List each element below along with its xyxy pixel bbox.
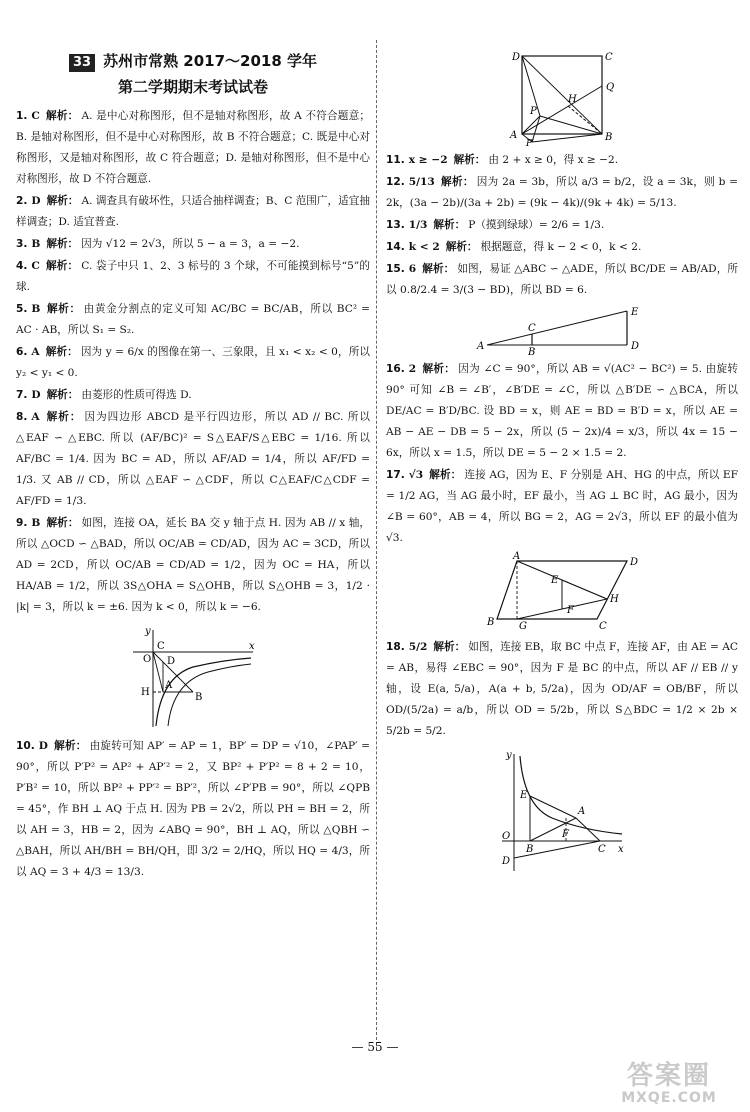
- fig9-label: A: [165, 680, 173, 691]
- answer-item: [16, 513, 370, 618]
- fig10-label: B: [605, 132, 613, 143]
- answer-item: [16, 736, 370, 883]
- fig15-label: E: [631, 307, 639, 318]
- fig18-label: E: [520, 790, 528, 801]
- fig10-label: A: [510, 130, 518, 141]
- fig15-label: C: [528, 323, 536, 334]
- item-number: 12.: [386, 176, 405, 188]
- item-number: 4.: [16, 260, 28, 272]
- fig15-label: A: [477, 341, 485, 352]
- item-number: 14.: [386, 241, 405, 253]
- figure-q17-parallelogram: [487, 553, 637, 633]
- answer-item: [16, 342, 370, 384]
- item-answer: 2: [408, 363, 417, 375]
- answer-item: [16, 256, 370, 298]
- answer-item: [386, 215, 738, 236]
- fig18-label: F: [562, 829, 569, 840]
- analysis-label: 解析：: [433, 641, 466, 653]
- item-number: 9.: [16, 517, 28, 529]
- item-text: 如图，连接 EB，取 BC 中点 F，连接 AF，由 AE = AC = AB，易得 ∠EBC = 90°，因为 F 是 BC 的中点，所以 AF // EB // y 轴，设 E(a, 5/a)，A(a + b, 5/2a)，因为 OD/AF = OB/BF，所以 OD/(5/2a) = a/b，所以 OD = 5/2b，所以 S△BDC = 1/2 × 2b × 5/2b = 5/2.: [386, 641, 739, 737]
- item-number: 7.: [16, 389, 28, 401]
- answer-item: [16, 106, 370, 190]
- title-line-2: 第二学期期末考试试卷: [117, 78, 268, 96]
- fig17-label: F: [567, 605, 574, 616]
- figure-q10-square: [502, 46, 622, 149]
- answer-item: [386, 359, 738, 464]
- item-text: 因为 √12 = 2√3，所以 5 − a = 3，a = −2.: [81, 238, 300, 250]
- fig9-label: D: [167, 656, 176, 667]
- item-answer: 5/13: [408, 176, 435, 188]
- item-number: 10.: [16, 740, 35, 752]
- answer-item: [16, 385, 370, 406]
- analysis-label: 解析：: [422, 363, 456, 375]
- item-answer: D: [31, 389, 41, 401]
- answer-item: [386, 237, 738, 258]
- analysis-label: 解析：: [433, 219, 466, 231]
- fig9-label: x: [249, 641, 255, 652]
- fig10-label: Q: [606, 82, 615, 93]
- analysis-label: 解析：: [46, 517, 79, 529]
- analysis-label: 解析：: [422, 263, 455, 275]
- item-number: 1.: [16, 110, 28, 122]
- item-number: 15.: [386, 263, 405, 275]
- analysis-label: 解析：: [45, 110, 79, 122]
- item-answer: k < 2: [408, 241, 440, 253]
- item-number: 8.: [16, 411, 28, 423]
- item-answer: B: [31, 517, 41, 529]
- fig9-label: O: [143, 654, 152, 665]
- left-answer-list: [16, 106, 370, 883]
- analysis-label: 解析：: [45, 411, 82, 423]
- fig18-label: y: [506, 750, 512, 761]
- figure-q18-hyperbola: [492, 746, 632, 876]
- item-text: 如图，易证 △ABC ∽ △ADE，所以 BC/DE = AB/AD，所以 0.8/2.4 = 3/(3 − BD)，所以 BD = 6.: [386, 263, 738, 296]
- item-text: 因为 y = 6/x 的图像在第一、三象限，且 x₁ < x₂ < 0，所以 y₂ < y₁ < 0.: [16, 346, 371, 379]
- item-number: 17.: [386, 469, 405, 481]
- item-text: 因为 ∠C = 90°，所以 AB = √(AC² − BC²) = 5. 由旋转 90° 可知 ∠B = ∠B′，∠B′DE = ∠C，所以 △B′DE ∽ △BCA，所以 DE/AC = B′D/BC. 设 BD = x，则 AE = BD = B′D = x，所以 AE = AB − AE − DB = 5 − 2x，所以 (5 − 2x)/4 = x/3，所以 4x = 15 − 6x，所以 x = 1.5，所以 DE = 5 − 2 × 1.5 = 2.: [386, 363, 739, 459]
- fig10-label: P′: [526, 139, 535, 149]
- fig18-label: A: [578, 806, 586, 817]
- fig18-label: C: [598, 844, 606, 855]
- fig18-label: D: [502, 856, 511, 867]
- fig17-label: H: [610, 594, 619, 605]
- analysis-label: 解析：: [429, 469, 462, 481]
- fig9-label: y: [145, 626, 151, 637]
- item-answer: √3: [408, 469, 424, 481]
- analysis-label: 解析：: [45, 346, 78, 358]
- item-answer: C: [31, 110, 40, 122]
- fig18-label: B: [526, 844, 534, 855]
- item-text: 由黄金分割点的定义可知 AC/BC = BC/AB，所以 BC² = AC · AB，所以 S₁ = S₂.: [16, 303, 370, 336]
- item-text: 如图，连接 OA，延长 BA 交 y 轴于点 H. 因为 AB // x 轴，所以 △OCD ∽ △BAD，所以 OC/AB = CD/AD，因为 AC = 3CD，所以 AD = 2CD，所以 OC/AB = CD/AD = 1/2，因为 OC = HA，所以 HA/AB = 1/2，所以 3S△OHA = S△OHB，所以 S△OHB = 3，1/2 · |k| = 3，所以 k = ±6. 因为 k < 0，所以 k = −6.: [16, 517, 370, 613]
- figure-q15-triangles: [477, 305, 647, 358]
- item-text: 因为 2a = 3b，所以 a/3 = b/2，设 a = 3k，则 b = 2k，(3a − 2b)/(3a + 2b) = (9k − 4k)/(9k + 4k) = 5/13.: [386, 176, 738, 209]
- item-answer: x ≥ −2: [408, 154, 448, 166]
- page-number: — 55 —: [351, 1040, 399, 1054]
- analysis-label: 解析：: [453, 154, 486, 166]
- item-answer: A: [31, 411, 40, 423]
- answer-item: [16, 234, 370, 255]
- fig15-label: B: [528, 347, 536, 358]
- analysis-label: 解析：: [46, 195, 79, 207]
- answer-item: [386, 259, 738, 301]
- item-text: 由旋转可知 AP′ = AP = 1，BP′ = DP = √10，∠PAP′ = 90°，所以 P′P² = AP² + AP′² = 2，又 BP² + P′P² = 8 + 2 = 10，P′B² = 10，所以 BP² + PP′² = BP′²，所以 ∠P′PB = 90°，所以 ∠QPB = 45°，作 BH ⊥ AQ 于点 H. 因为 PB = 2√2，所以 PH = BH = 2，所以 AH = 3，HB = 2，因为 ∠ABQ = 90°，BH ⊥ AQ，所以 △QBH ∽ △BAH，所以 AH/BH = BH/QH，即 3/2 = 2/HQ，所以 HQ = 4/3，所以 AQ = 3 + 4/3 = 13/3.: [16, 740, 370, 878]
- fig9-label: H: [141, 687, 150, 698]
- analysis-label: 解析：: [53, 740, 87, 752]
- figure-q9-hyperbola: [123, 622, 263, 732]
- item-number: 16.: [386, 363, 405, 375]
- column-divider: [376, 40, 377, 1050]
- fig17-label: G: [519, 621, 527, 632]
- answer-item: [16, 407, 370, 512]
- item-answer: B: [31, 238, 41, 250]
- fig10-label: P: [530, 106, 537, 117]
- fig17-label: C: [599, 621, 607, 632]
- left-column: [16, 48, 370, 884]
- fig10-label: C: [605, 52, 613, 63]
- item-text: 由菱形的性质可得选 D.: [81, 389, 192, 401]
- item-text: 根据题意，得 k − 2 < 0，k < 2.: [480, 241, 642, 253]
- fig18-label: O: [502, 831, 511, 842]
- item-answer: 5/2: [408, 641, 428, 653]
- watermark-bottom-text: MXQE.COM: [621, 1090, 717, 1106]
- item-text: 连接 AG，因为 E、F 分别是 AH、HG 的中点，所以 EF = 1/2 AG，当 AG 最小时，EF 最小，当 AG ⊥ BC 时，AG 最小，因为 ∠B = 60°，AB = 4，所以 BG = 2，AG = 2√3，所以 EF 的最小值为 √3.: [386, 469, 739, 544]
- fig17-label: B: [487, 617, 495, 628]
- title-line-1: 苏州市常熟 2017～2018 学年: [103, 52, 318, 70]
- item-text: P（摸到绿球）= 2/6 = 1/3.: [468, 219, 605, 231]
- item-answer: 6: [408, 263, 417, 275]
- page-title: [16, 48, 370, 100]
- item-text: A. 调查具有破坏性，只适合抽样调查；B、C 范围广，适宜抽样调查；D. 适宜普查.: [16, 195, 370, 228]
- right-column: [386, 42, 738, 880]
- analysis-label: 解析：: [45, 260, 79, 272]
- analysis-label: 解析：: [445, 241, 478, 253]
- item-number: 5.: [16, 303, 28, 315]
- analysis-label: 解析：: [46, 303, 81, 315]
- fig10-label: H: [568, 94, 577, 105]
- answer-item: [386, 465, 738, 549]
- item-number: 13.: [386, 219, 405, 231]
- item-answer: D: [31, 195, 41, 207]
- item-text: C. 袋子中只 1、2、3 标号的 3 个球，不可能摸到标号“5”的球.: [16, 260, 371, 293]
- item-number: 11.: [386, 154, 405, 166]
- item-answer: B: [31, 303, 41, 315]
- fig17-label: E: [551, 575, 559, 586]
- answer-item: [16, 299, 370, 341]
- item-number: 6.: [16, 346, 28, 358]
- item-number: 18.: [386, 641, 405, 653]
- exam-number-badge: 33: [69, 54, 95, 72]
- analysis-label: 解析：: [46, 238, 79, 250]
- item-answer: D: [38, 740, 48, 752]
- item-answer: 1/3: [408, 219, 428, 231]
- fig18-label: x: [618, 844, 624, 855]
- item-answer: C: [31, 260, 40, 272]
- item-number: 3.: [16, 238, 28, 250]
- answer-item: [386, 150, 738, 171]
- item-text: 因为四边形 ABCD 是平行四边形，所以 AD // BC. 所以 △EAF ∽ △EBC. 所以 (AF/BC)² = S△EAF/S△EBC = 1/16. 所以 AF/BC = 1/4. 因为 BC = AD，所以 AF/AD = 1/4，所以 AF/FD = 1/3. 又 AB // CD，所以 △EAF ∽ △CDF，所以 C△EAF/C△CDF = AF/FD = 1/3.: [16, 411, 370, 507]
- watermark-logo: [594, 1062, 744, 1108]
- fig10-label: D: [512, 52, 521, 63]
- item-text: A. 是中心对称图形，但不是轴对称图形，故 A 不符合题意；B. 是轴对称图形，但不是中心对称图形，故 B 不符合题意；C. 既是中心对称图形，又是轴对称图形，故 C 符合题意；D. 是轴对称图形，但不是中心对称图形，故 D 不符合题意.: [16, 110, 371, 185]
- watermark-top-text: 答案圈: [626, 1061, 711, 1091]
- item-number: 2.: [16, 195, 28, 207]
- answer-item: [386, 172, 738, 214]
- fig9-label: B: [195, 692, 203, 703]
- item-answer: A: [31, 346, 40, 358]
- answer-item: [386, 637, 738, 742]
- fig9-label: C: [157, 641, 165, 652]
- fig17-label: A: [513, 551, 521, 562]
- analysis-label: 解析：: [46, 389, 79, 401]
- analysis-label: 解析：: [440, 176, 474, 188]
- fig17-label: D: [630, 557, 639, 568]
- answer-item: [16, 191, 370, 233]
- fig15-label: D: [631, 341, 640, 352]
- item-text: 由 2 + x ≥ 0，得 x ≥ −2.: [488, 154, 619, 166]
